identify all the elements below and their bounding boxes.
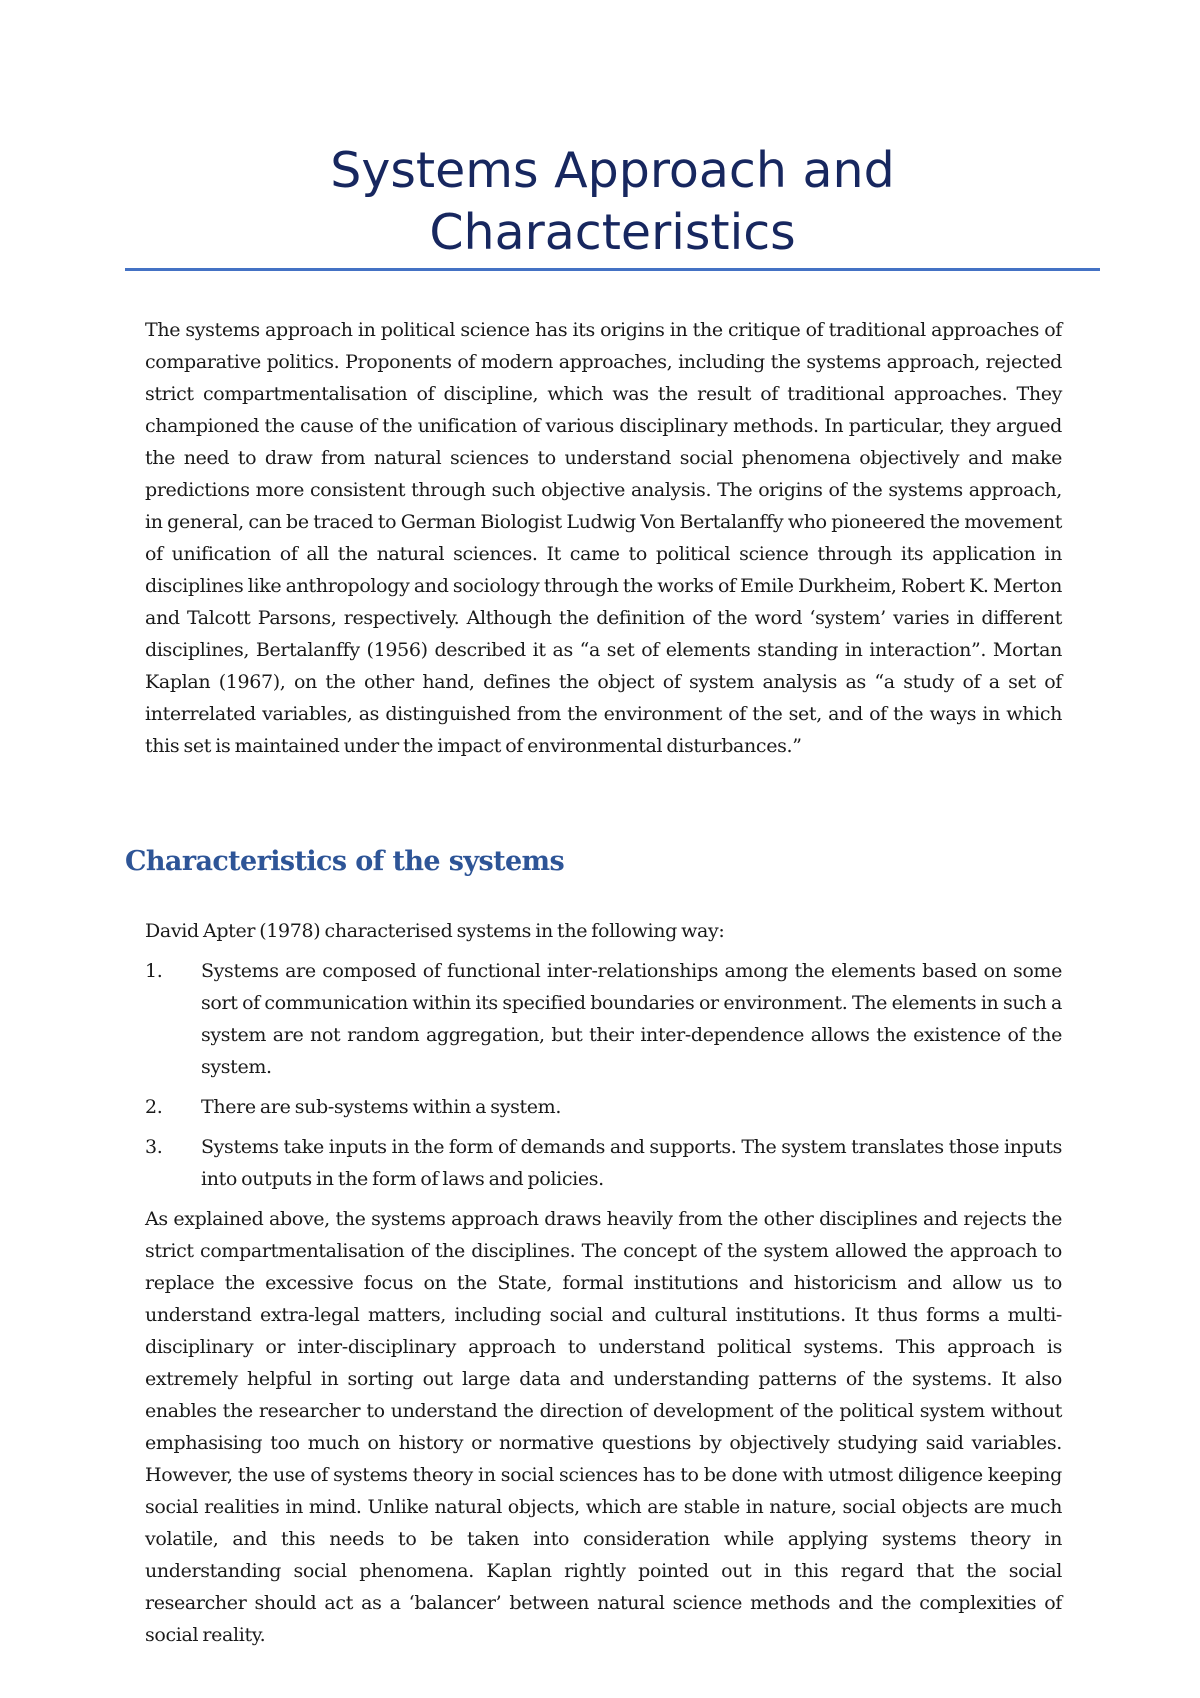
title-line-1: Systems Approach and — [330, 142, 895, 199]
list-item-text: There are sub-systems within a system. — [201, 1096, 562, 1118]
list-lead-sentence: David Apter (1978) characterised systems in the following way: — [145, 920, 725, 942]
intro-paragraph: The systems approach in political science has its origins in the critique of traditional approaches of comparative politics. Proponents of modern approaches, including the systems approach, rejected strict compartmentalisation of discipline, which was the result of traditional approaches. They championed the cause of the unification of various disciplinary methods. In particular, they argued the need to draw from natural sciences to understand social phenomena objectively and make predictions more consistent through such objective analysis. The origins of the systems approach, in general, can be traced to German Biologist Ludwig Von Bertalanffy who pioneered the movement of unification of all the natural sciences. It came to political science through its application in disciplines like anthropology and sociology through the works of Emile Durkheim, Robert K. Merton and Talcott Parsons, respectively. Although the definition of the word ‘system’ varies in different disciplines, Bertalanffy (1956) described it as “a set of elements standing in interaction”. Mortan Kaplan (1967), on the other hand, defines the object of system analysis as “a study of a set of interrelated variables, as distinguished from the environment of the set, and of the ways in which this set is maintained under the impact of environmental disturbances.” — [145, 319, 1062, 757]
title-line-2: Characteristics — [429, 204, 796, 261]
list-item-text: Systems are composed of functional inter-relationships among the elements based on some sort of communication within its specified boundaries or environment. The elements in such a system are not random aggregation, but their inter-dependence allows the existence of the system. — [201, 960, 1062, 1078]
page-title — [125, 140, 1100, 264]
closing-paragraph: As explained above, the systems approach draws heavily from the other disciplines and rejects the strict compartmentalisation of the disciplines. The concept of the system allowed the approach to replace the excessive focus on the State, formal institutions and historicism and allow us to understand extra-legal matters, including social and cultural institutions. It thus forms a multi-disciplinary or inter-disciplinary approach to understand political systems. This approach is extremely helpful in sorting out large data and understanding patterns of the systems. It also enables the researcher to understand the direction of development of the political system without emphasising too much on history or normative questions by objectively studying said variables. However, the use of systems theory in social sciences has to be done with utmost diligence keeping social realities in mind. Unlike natural objects, which are stable in nature, social objects are much volatile, and this needs to be taken into consideration while applying systems theory in understanding social phenomena. Kaplan rightly pointed out in this regard that the social researcher should act as a ‘balancer’ between natural science methods and the complexities of social reality. — [145, 1208, 1062, 1646]
list-item-text: Systems take inputs in the form of demands and supports. The system translates those inputs into outputs in the form of laws and policies. — [201, 1136, 1062, 1190]
section-heading: Characteristics of the systems — [125, 846, 565, 877]
list-item — [145, 1091, 1062, 1123]
list-item-number: 3. — [145, 1136, 163, 1158]
list-item — [145, 1131, 1062, 1195]
title-underline-rule — [125, 268, 1100, 271]
characteristics-list — [145, 955, 1062, 1203]
list-item-number: 1. — [145, 960, 163, 982]
list-item — [145, 955, 1062, 1083]
list-item-number: 2. — [145, 1096, 163, 1118]
